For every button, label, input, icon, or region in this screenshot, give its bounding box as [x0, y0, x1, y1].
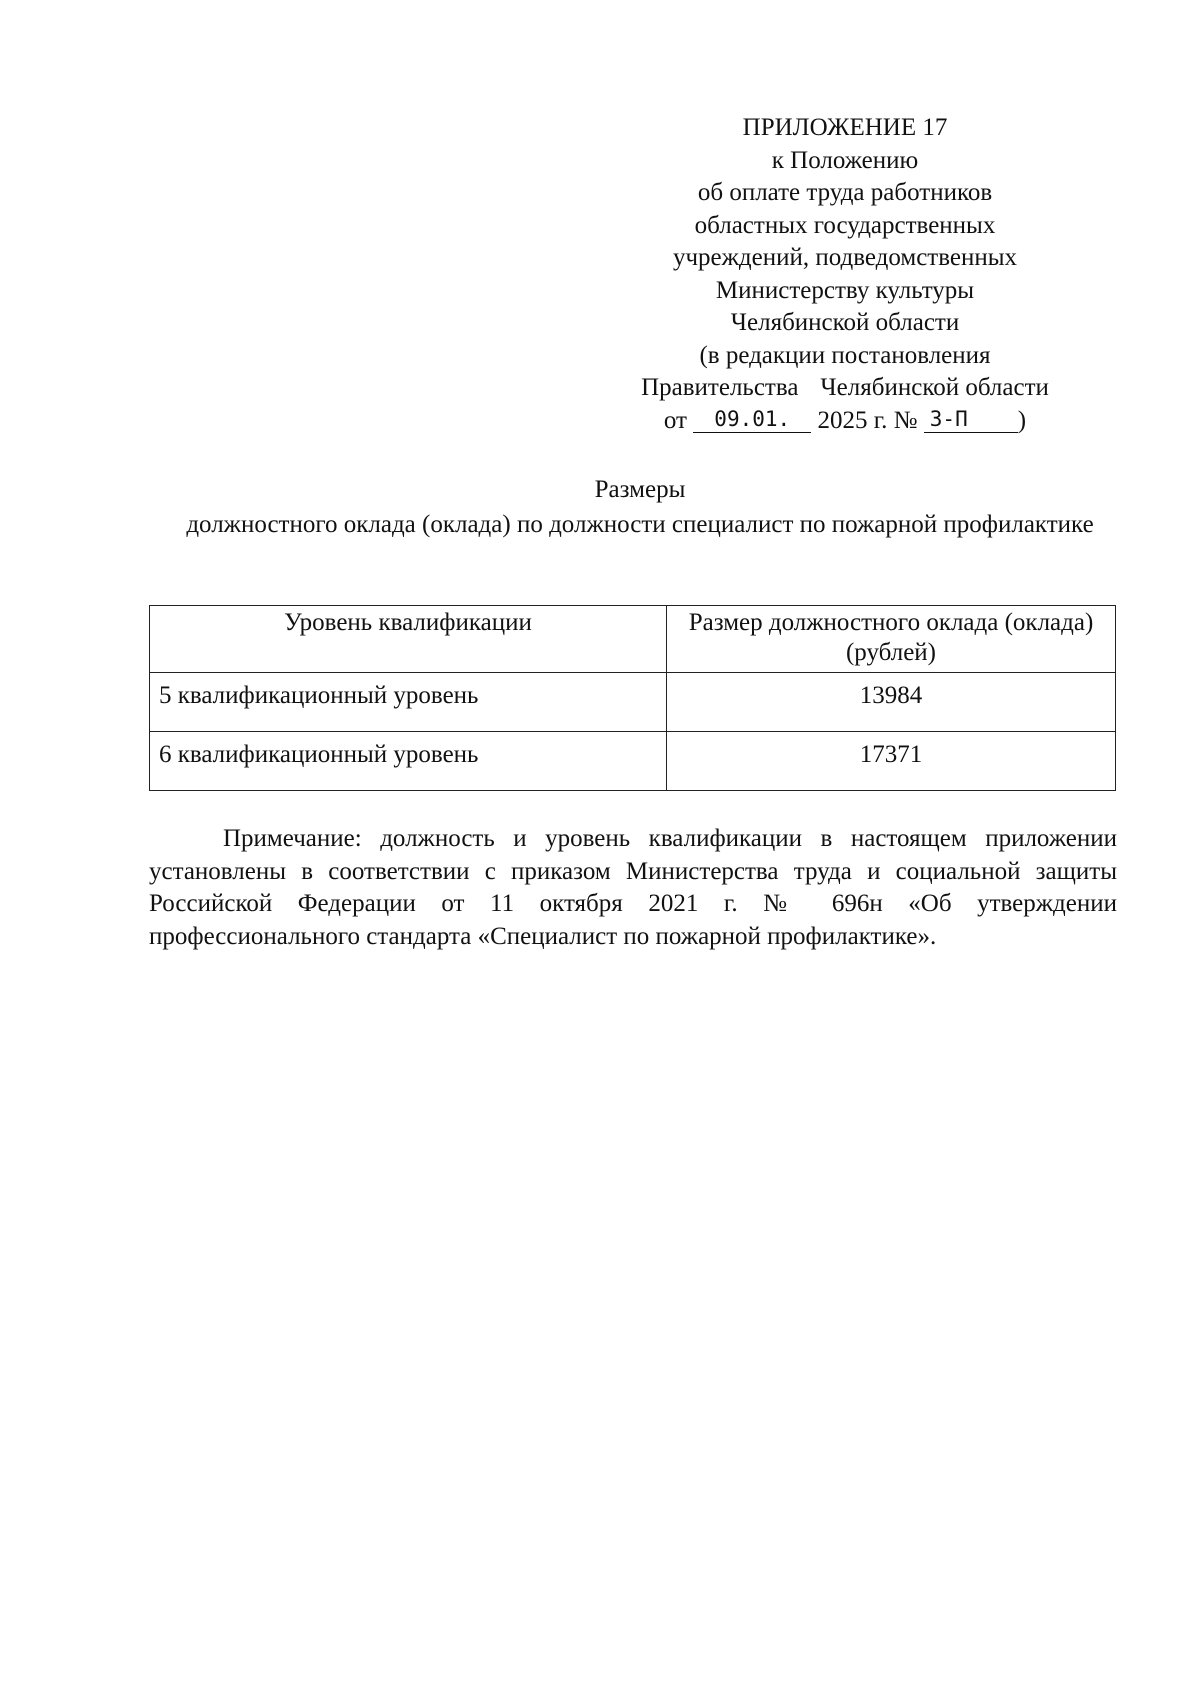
table-row	[150, 732, 1116, 791]
appendix-line: (в редакции постановления	[699, 341, 991, 369]
appendix-date-line	[600, 405, 1090, 438]
table-row	[150, 673, 1116, 732]
number-field: 3-П	[924, 406, 1018, 433]
table-header-row	[150, 606, 1116, 673]
appendix-line: учреждений, подведомственных	[672, 244, 1018, 271]
document-title	[150, 474, 1130, 541]
appendix-line: Челябинской области	[730, 309, 960, 336]
qualification-level-cell: 6 квалификационный уровень	[150, 732, 667, 791]
header-salary-size: Размер должностного оклада (оклада) (рублей)	[667, 606, 1116, 673]
appendix-government-line	[600, 372, 1090, 405]
closing-paren: )	[1017, 406, 1027, 434]
from-label: от	[663, 406, 687, 434]
government-word: Правительства	[641, 374, 799, 401]
appendix-title: ПРИЛОЖЕНИЕ 17	[742, 114, 948, 141]
appendix-line: к Положению	[771, 146, 919, 174]
note-paragraph: Примечание: должность и уровень квалификации в настоящем приложении установлены в соответствии с приказом Министерства труда и социальной защиты Российской Федерации от 11 октября 2021 г. № 696н «Об утверждении профессионального стандарта «Специалист по пожарной профилактике».	[149, 825, 1117, 950]
salary-table	[149, 605, 1116, 791]
qualification-level-cell: 5 квалификационный уровень	[150, 673, 667, 732]
appendix-header	[600, 112, 1090, 437]
appendix-line: Министерству культуры	[715, 276, 975, 304]
title-subheading: должностного оклада (оклада) по должности специалист по пожарной профилактике	[186, 511, 1094, 538]
salary-cell: 17371	[667, 732, 1116, 791]
header-qualification-level: Уровень квалификации	[150, 606, 667, 673]
appendix-line: об оплате труда работников	[697, 179, 993, 206]
region-words: Челябинской области	[820, 374, 1049, 401]
title-heading: Размеры	[594, 476, 686, 503]
year-number-label: 2025 г. №	[817, 406, 918, 434]
date-field: 09.01.	[693, 406, 811, 433]
salary-cell: 13984	[667, 673, 1116, 732]
appendix-line: областных государственных	[694, 211, 996, 239]
